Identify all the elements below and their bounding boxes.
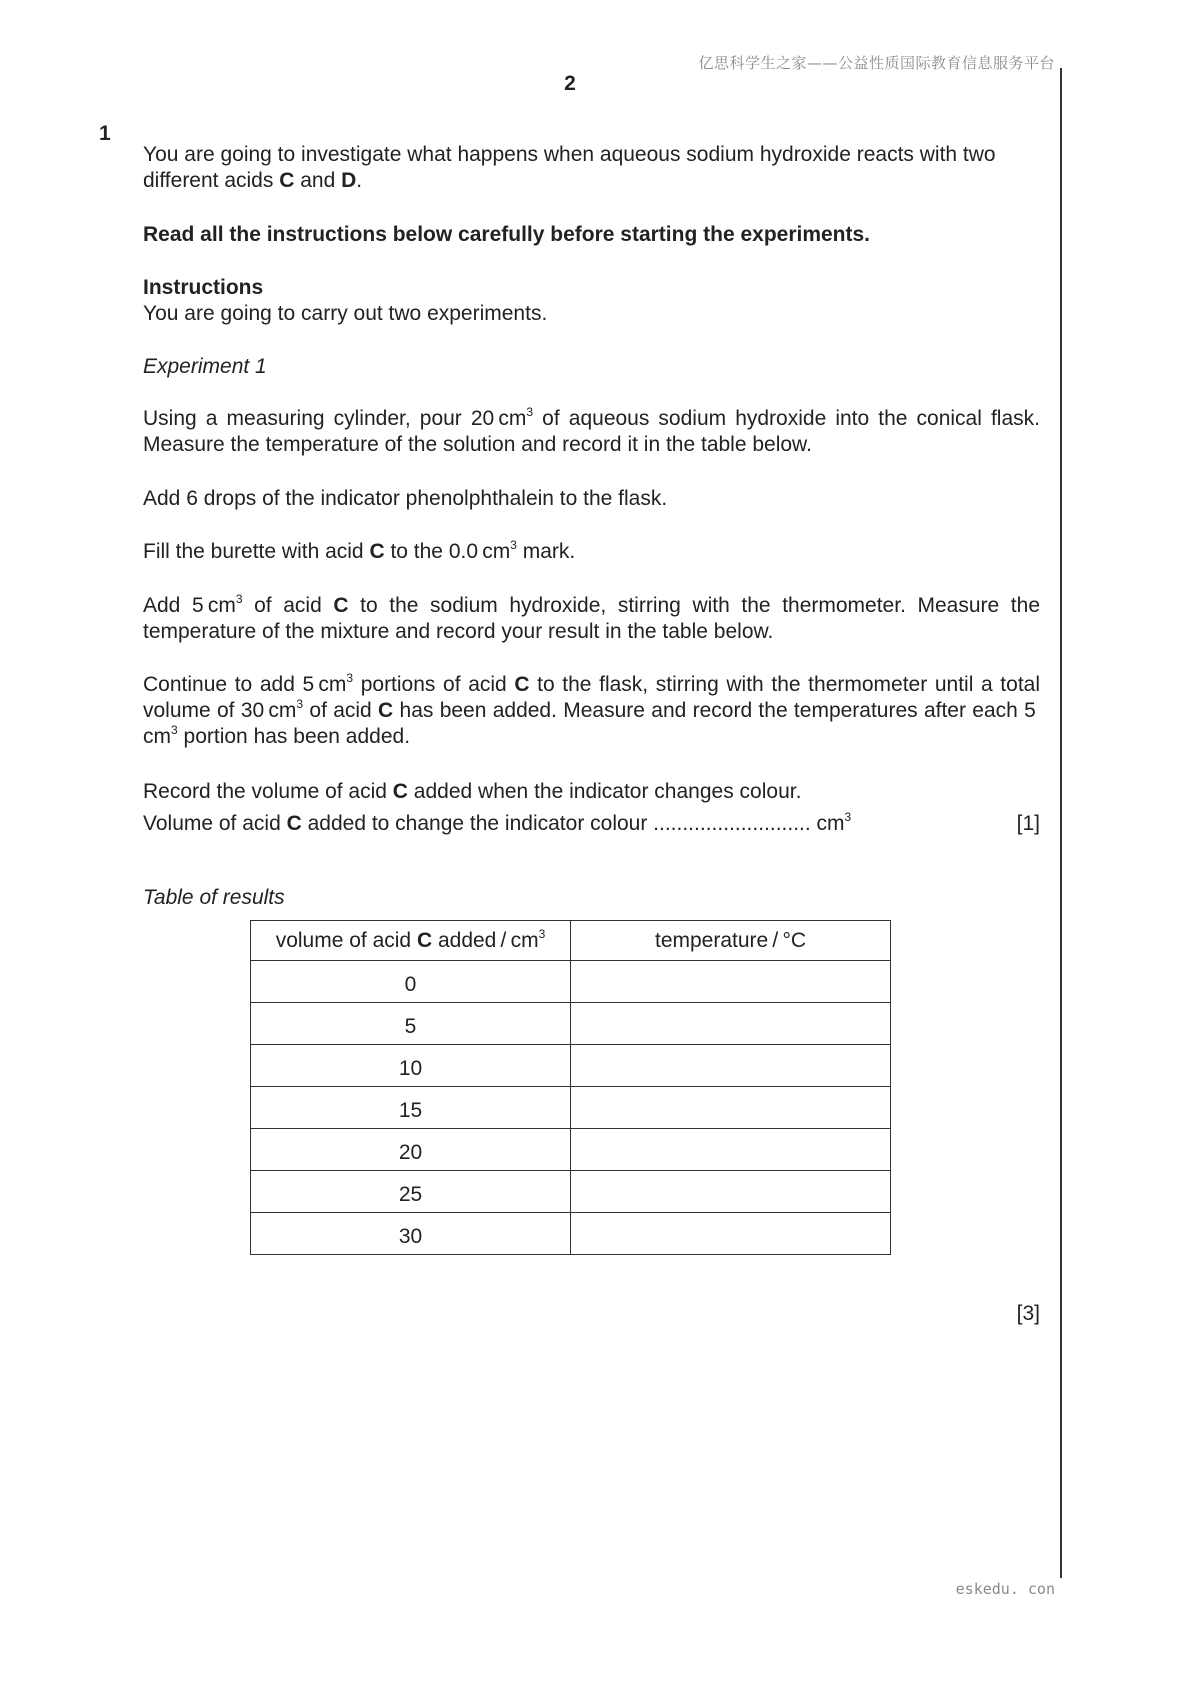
question-number: 1 [99,122,111,145]
table-row [251,1129,891,1171]
answer-blank: added to change the indicator colour ........................... cm [301,812,845,835]
table-heading: Table of results [143,886,285,909]
instructions-heading: Instructions [143,276,264,299]
mark-allocation: [1] [1016,812,1040,835]
step-1: Using a measuring cylinder, pour 20 $cm^3$ of aqueous sodium hydroxide into the conical flask. Measure the temperature of the solution and record it in the table below. [143,405,1040,456]
step-4: Add 5 $cm^3$ of acid C to the sodium hydroxide, stirring with the thermometer. Measure the temperature of the mixture and record your result in the table below. [143,592,1040,643]
volume-cell: 15 [251,1087,571,1129]
page-number: 2 [564,72,576,95]
header-volume: volume of acid C added / $cm^3$ [251,921,571,961]
temperature-cell[interactable] [571,1087,891,1129]
temperature-cell[interactable] [571,1213,891,1255]
temperature-cell[interactable] [571,1045,891,1087]
volume-cell: 5 [251,1003,571,1045]
volume-cell: 0 [251,961,571,1003]
step-3: Fill the burette with acid C to the 0.0 $cm^3$ mark. [143,538,576,563]
table-row [251,1045,891,1087]
temperature-cell[interactable] [571,1171,891,1213]
table-mark-allocation: [3] [1016,1302,1040,1325]
volume-cell: 30 [251,1213,571,1255]
header-temperature: temperature / °C [571,921,891,961]
table-header-row [251,921,891,961]
volume-cell: 25 [251,1171,571,1213]
warning-text: Read all the instructions below carefully before starting the experiments. [143,223,871,246]
temperature-cell[interactable] [571,1003,891,1045]
question-intro: You are going to investigate what happens when aqueous sodium hydroxide reacts with two different acids C and D. [143,143,996,192]
watermark-footer: eskedu. con [955,1580,1055,1598]
temperature-cell[interactable] [571,1129,891,1171]
experiment-heading: Experiment 1 [143,355,267,378]
volume-cell: 20 [251,1129,571,1171]
margin-rule [1060,68,1062,1578]
step-5: Continue to add 5 $cm^3$ portions of acid C to the flask, stirring with the thermometer until a total volume of 30 $cm^3$ of acid C has been added. Measure and record the temperatures after each 5 $cm^3$ portion has been added. [143,671,1041,748]
table-row [251,1171,891,1213]
watermark-header: 亿思科学生之家——公益性质国际教育信息服务平台 [698,54,1055,72]
step-6: Record the volume of acid C added when the indicator changes colour. [143,780,802,803]
table-row [251,1087,891,1129]
results-table [250,920,891,1255]
temperature-cell[interactable] [571,961,891,1003]
table-row [251,1213,891,1255]
answer-line: Volume of acid C added to change the indicator colour ........................... $cm^3$ [1] [143,810,1040,835]
table-row [251,961,891,1003]
step-2: Add 6 drops of the indicator phenolphthalein to the flask. [143,487,668,510]
instructions-text: You are going to carry out two experiments. [143,302,548,325]
volume-cell: 10 [251,1045,571,1087]
table-row [251,1003,891,1045]
